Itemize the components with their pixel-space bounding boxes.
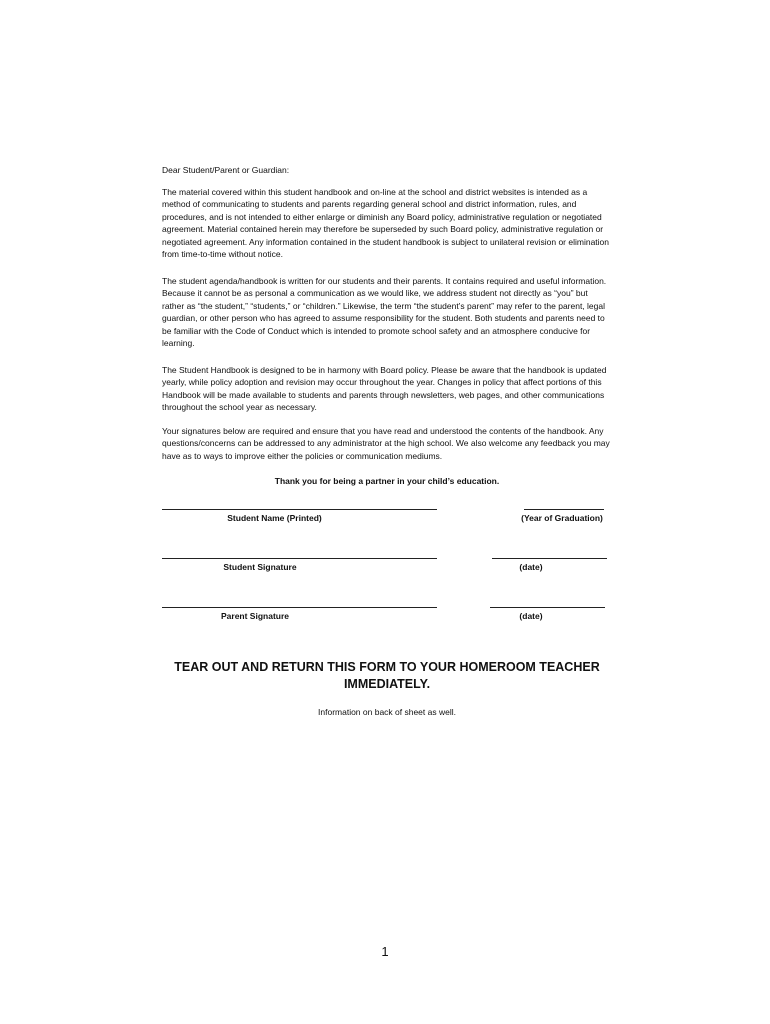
paragraph-handbook-scope: [162, 186, 612, 260]
paragraph-board-policy: [162, 364, 612, 414]
parent-date-field[interactable]: [490, 607, 605, 608]
parent-signature-label: Parent Signature: [220, 611, 290, 621]
student-name-label: Student Name (Printed): [227, 513, 322, 523]
salutation: Dear Student/Parent or Guardian:: [162, 165, 290, 175]
paragraph-audience: [162, 275, 612, 349]
paragraph-text: The material covered within this student handbook and on-line at the school and district websites is intended as a method of communicating to students and parents regarding general school and district information, rules, and procedures, and is not intended to either enlarge or diminish any Board policy, administrative regulation or negotiated agreement. Material contained herein may therefore be superseded by such Board policy, administrative regulation or negotiated agreement. Any information contained in the student handbook is subject to unilateral revision or elimination from time-to-time without notice.: [162, 187, 610, 260]
student-date-field[interactable]: [492, 558, 607, 559]
student-name-field[interactable]: [162, 509, 437, 510]
thank-you-line: Thank you for being a partner in your child’s education.: [274, 476, 500, 486]
graduation-year-label: (Year of Graduation): [521, 513, 603, 523]
tear-out-instruction: TEAR OUT AND RETURN THIS FORM TO YOUR HOMEROOM TEACHER IMMEDIATELY.: [174, 660, 600, 691]
paragraph-signatures: [162, 425, 612, 462]
paragraph-text: The student agenda/handbook is written for our students and their parents. It contains required and useful information. Because it cannot be as personal a communication as we would like, we address student not directly as “you” but rather as “the student,” “students,” or “children.” Likewise, the term “the student’s parent” may refer to the parent, legal guardian, or other person who has agreed to assume responsibility for the student. Both students and parents need to be familiar with the Code of Conduct which is intended to promote school safety and an atmosphere conducive for learning.: [162, 276, 607, 349]
student-date-label: (date): [519, 562, 543, 572]
graduation-year-field[interactable]: [524, 509, 604, 510]
back-of-sheet-note: Information on back of sheet as well.: [318, 707, 456, 717]
student-signature-field[interactable]: [162, 558, 437, 559]
paragraph-text: The Student Handbook is designed to be in harmony with Board policy. Please be aware that the handbook is updated yearly, while policy adoption and revision may occur throughout the year. Changes in policy that affect portions of this Handbook will be made available to students and parents through newsletters, web pages, and other communications throughout the school year as necessary.: [162, 365, 607, 413]
paragraph-text: Your signatures below are required and ensure that you have read and understood the contents of the handbook. Any questions/concerns can be addressed to any administrator at the high school. We also welcome any feedback you may have as to ways to improve either the policies or communication mediums.: [162, 426, 610, 461]
page-number: 1: [381, 944, 389, 959]
student-signature-label: Student Signature: [223, 562, 297, 572]
parent-signature-field[interactable]: [162, 607, 437, 608]
parent-date-label: (date): [519, 611, 543, 621]
